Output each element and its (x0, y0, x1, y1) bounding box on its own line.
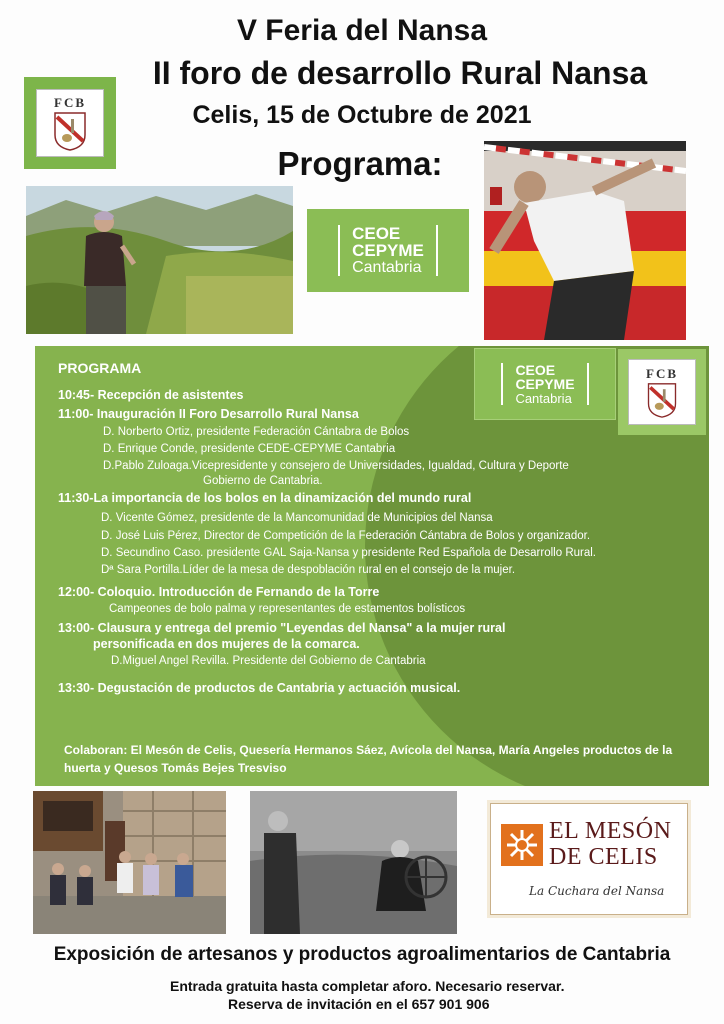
exhibition-title: Exposición de artesanos y productos agroalimentarios de Cantabria (53, 944, 671, 965)
speaker-line: D. Enrique Conde, presidente CEDE-CEPYME Cantabria (103, 443, 396, 455)
meson-logo-line1: EL MESÓN (549, 818, 672, 844)
speaker-line: D. José Luis Pérez, Director de Competición de la Federación Cántabra de Bolos y organizador. (101, 530, 591, 542)
program-heading: Programa: (277, 145, 443, 182)
meson-emblem-icon (501, 824, 543, 866)
ceoe-panel-line2: CEPYME (515, 376, 575, 393)
schedule-item: 10:45- Recepción de asistentes (58, 388, 244, 402)
meson-logo-tagline: La Cuchara del Nansa (529, 884, 665, 898)
ceoe-panel-line3: Cantabria (515, 390, 572, 406)
speaker-line: Campeones de bolo palma y representantes de estamentos bolísticos (109, 603, 466, 615)
program-panel (35, 346, 709, 786)
spinning-wheel-photo (250, 791, 457, 934)
speaker-line: D.Miguel Angel Revilla. Presidente del Gobierno de Cantabria (111, 655, 426, 667)
entry-info: Entrada gratuita hasta completar aforo. Necesario reservar. (170, 978, 565, 994)
event-date-place: Celis, 15 de Octubre de 2021 (192, 101, 532, 129)
speaker-line: Dª Sara Portilla.Líder de la mesa de despoblación rural en el consejo de la mujer. (101, 564, 516, 576)
speaker-line: D. Vicente Gómez, presidente de la Mancomunidad de Municipios del Nansa (101, 512, 493, 524)
schedule-item: 11:30-La importancia de los bolos en la dinamización del mundo rural (58, 491, 472, 505)
fcb-logo-frame (24, 77, 116, 169)
fcb-logo (36, 89, 104, 157)
ceoe-panel-line1: CEOE (515, 362, 556, 379)
collaborators-line2: huerta y Quesos Tomás Bejes Tresviso (64, 761, 287, 775)
ceoe-logo-line2: CEPYME (352, 241, 424, 261)
bowling-shield-icon (646, 382, 678, 418)
village-women-photo (33, 791, 226, 934)
event-title: V Feria del Nansa (236, 14, 488, 47)
speaker-line: D. Norberto Ortiz, presidente Federación Cántabra de Bolos (103, 426, 410, 438)
schedule-item: 13:00- Clausura y entrega del premio "Leyendas del Nansa" a la mujer rural (58, 621, 506, 635)
speaker-line: D.Pablo Zuloaga.Vicepresidente y consejero de Universidades, Igualdad, Cultura y Deporte (103, 460, 569, 472)
ceoe-cepyme-logo (307, 209, 469, 292)
fcb-logo-text: FCB (54, 95, 86, 110)
schedule-item: 11:00- Inauguración II Foro Desarrollo Rural Nansa (58, 407, 359, 421)
fcb-panel-logo-frame (618, 349, 706, 435)
meson-logo-line2: DE CELIS (549, 844, 658, 870)
bowling-shield-icon (53, 111, 87, 151)
program-panel-heading: PROGRAMA (58, 360, 142, 376)
forum-title: II foro de desarrollo Rural Nansa (152, 55, 648, 91)
ceoe-logo-line3: Cantabria (352, 258, 422, 276)
schedule-item: 13:30- Degustación de productos de Cantabria y actuación musical. (58, 681, 461, 695)
schedule-item: personificada en dos mujeres de la comarca. (93, 637, 360, 651)
fcb-panel-logo (628, 359, 696, 425)
ceoe-logo-line1: CEOE (352, 224, 401, 244)
ceoe-cepyme-panel-logo (475, 349, 615, 419)
collaborators-line1: Colaboran: El Mesón de Celis, Quesería Hermanos Sáez, Avícola del Nansa, María Angeles productos de la (64, 743, 673, 757)
el-meson-de-celis-logo (490, 803, 688, 915)
rural-woman-photo (26, 186, 293, 334)
speaker-line: Gobierno de Cantabria. (203, 475, 323, 487)
schedule-item: 12:00- Coloquio. Introducción de Fernando de la Torre (58, 585, 380, 599)
bowler-photo (484, 141, 686, 340)
fcb-panel-logo-text: FCB (646, 366, 678, 381)
reservation-info: Reserva de invitación en el 657 901 906 (228, 996, 490, 1012)
speaker-line: D. Secundino Caso. presidente GAL Saja-Nansa y presidente Red Española de Desarrollo Rural. (101, 547, 596, 559)
